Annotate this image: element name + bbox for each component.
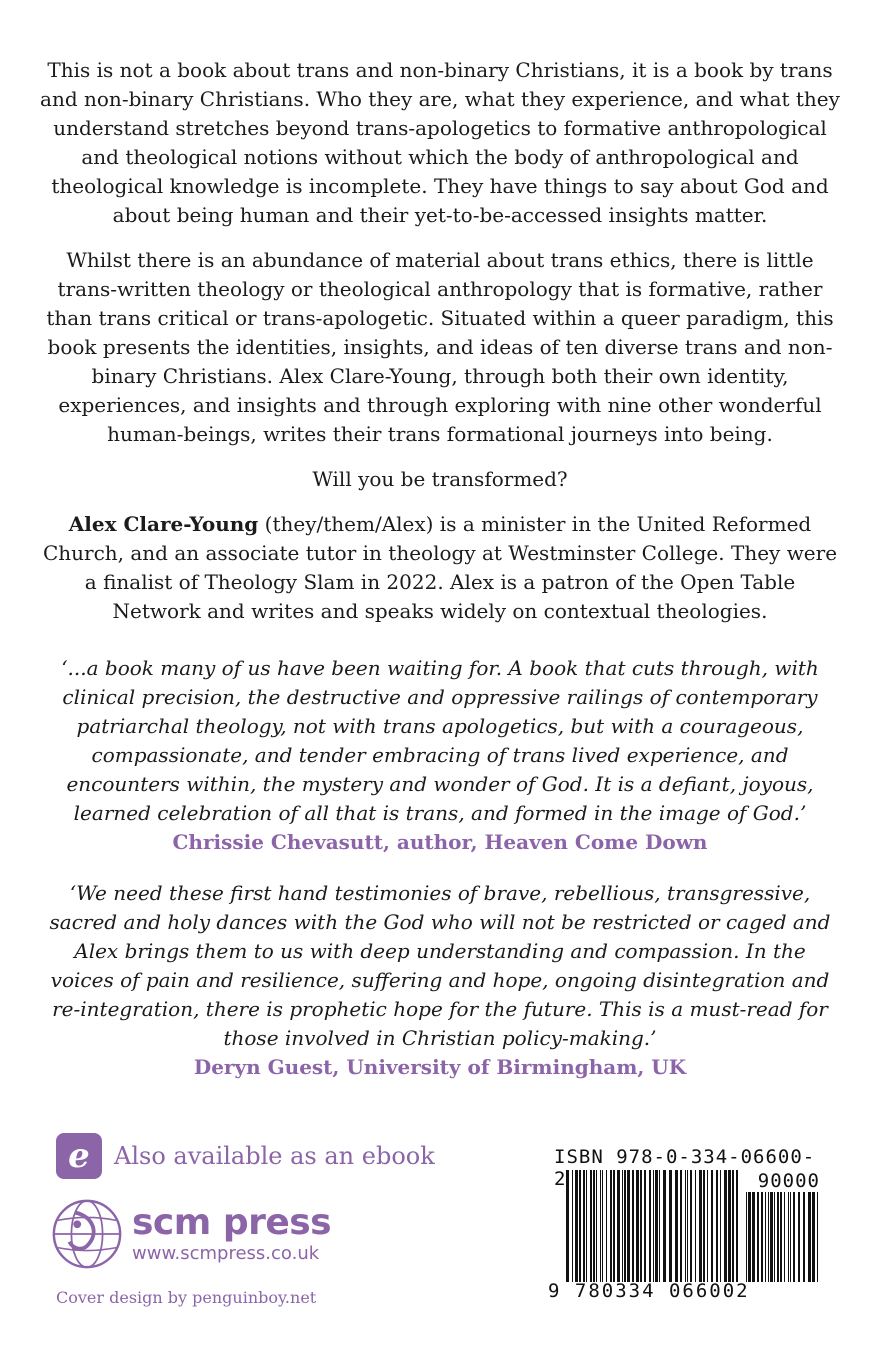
barcode-bar xyxy=(724,1170,727,1282)
barcode-bar xyxy=(649,1170,651,1282)
barcode-bar xyxy=(583,1170,585,1282)
barcode-bar xyxy=(699,1170,702,1282)
price-barcode-icon xyxy=(746,1192,822,1282)
barcode-bar xyxy=(777,1192,779,1282)
barcode-bar xyxy=(640,1170,642,1282)
publisher-logo xyxy=(48,1192,331,1276)
blurb-paragraph-2: Whilst there is an abundance of material about trans ethics, there is little trans-written theology or theological anthropology that is formative, rather than trans critical or trans-apologetic. Situated within a queer paradigm, this book presents the identities, insights, and ideas of ten diverse trans and non-binary Christians. Alex Clare-Young, through both their own identity, experiences, and insights and through exploring with nine other wonderful human-beings, writes their trans formational journeys into being. xyxy=(46,248,834,446)
barcode-bar xyxy=(784,1192,785,1282)
barcode-bar xyxy=(768,1192,769,1282)
barcode-bar xyxy=(586,1170,587,1282)
blurb-question: Will you be transformed? xyxy=(312,467,568,491)
barcode-bar xyxy=(617,1170,620,1282)
barcode-bar xyxy=(748,1192,751,1282)
barcode-bar xyxy=(761,1192,763,1282)
barcode-bar xyxy=(803,1192,805,1282)
author-name: Alex Clare-Young xyxy=(68,512,259,536)
barcode-bar xyxy=(606,1170,607,1282)
ebook-e-icon xyxy=(56,1133,102,1179)
barcode-bar xyxy=(707,1170,708,1282)
barcode-bar xyxy=(627,1170,630,1282)
publisher-name: scm press xyxy=(132,1202,332,1243)
svg-text:e: e xyxy=(68,1136,90,1176)
barcode-bar xyxy=(703,1170,705,1282)
barcode-bar xyxy=(610,1170,612,1282)
barcode-bar xyxy=(808,1192,811,1282)
barcode-bar xyxy=(600,1170,601,1282)
barcode-bar xyxy=(770,1192,773,1282)
barcode-bar xyxy=(636,1170,639,1282)
barcode-bar xyxy=(593,1170,595,1282)
barcode-bar xyxy=(685,1170,686,1282)
barcode-bar xyxy=(579,1170,581,1282)
endorsement-1 xyxy=(40,654,840,857)
barcode-bar xyxy=(812,1192,815,1282)
publisher-url: www.scmpress.co.uk xyxy=(132,1243,320,1264)
barcode-bar xyxy=(669,1170,672,1282)
barcode-bar xyxy=(596,1170,597,1282)
scm-globe-logo-icon xyxy=(48,1195,126,1273)
barcode-bar xyxy=(659,1170,660,1282)
ebook-text: Also available as an ebook xyxy=(114,1142,435,1170)
barcode-bar xyxy=(655,1170,658,1282)
barcode-bar xyxy=(736,1170,738,1282)
author-bio xyxy=(40,510,840,626)
barcode-bar xyxy=(752,1192,755,1282)
barcode-bar xyxy=(624,1170,626,1282)
barcode-bar xyxy=(590,1170,592,1282)
ebook-notice xyxy=(56,1132,435,1180)
barcode-bar xyxy=(790,1192,791,1282)
barcode-bar xyxy=(765,1192,766,1282)
barcode-bar xyxy=(632,1170,634,1282)
barcode-bar xyxy=(687,1170,688,1282)
barcode-bar xyxy=(716,1170,718,1282)
author-bio-text: (they/them/Alex) is a minister in the United Reformed Church, and an associate tutor in theology at Westminster College. They were a finalist of Theology Slam in 2022. Alex is a patron of the Open Table Network and writes and speaks widely on contextual theologies. xyxy=(42,512,838,623)
barcode-block xyxy=(548,1146,824,1306)
barcode-bar xyxy=(757,1192,759,1282)
barcode-bar xyxy=(622,1170,623,1282)
barcode-bar xyxy=(572,1170,573,1282)
barcode-bar xyxy=(817,1192,818,1282)
endorsement-quote: ‘We need these first hand testimonies of brave, rebellious, transgressive, sacred and holy dances with the God who will not be restricted or caged and Alex brings them to us with deep understanding and compassion. In the voices of pain and resilience, suffering and hope, ongoing disintegration and re-integration, there is prophetic hope for the future. This is a must-read for those involved in Christian policy-making.’ xyxy=(49,881,831,1050)
barcode-bar xyxy=(793,1192,795,1282)
publisher-text xyxy=(132,1203,331,1265)
barcode-bar xyxy=(575,1170,578,1282)
barcode-bar xyxy=(720,1170,721,1282)
barcode-bar xyxy=(780,1192,782,1282)
blurb-paragraph-1: This is not a book about trans and non-binary Christians, it is a book by trans and non-binary Christians. Who they are, what they experience, and what they understand stretches beyond trans-apologetics to formative anthropological and theological notions without which the body of anthropological and theological knowledge is incomplete. They have things to say about God and about being human and their yet-to-be-accessed insights matter. xyxy=(40,58,840,227)
endorsement-quote: ‘...a book many of us have been waiting for. A book that cuts through, with clinical precision, the destructive and oppressive railings of contemporary patriarchal theology, not with trans apologetics, but with a courageous, compassionate, and tender embracing of trans lived experience, and encounters within, the mystery and wonder of God. It is a defiant, joyous, learned celebration of all that is trans, and formed in the image of God.’ xyxy=(61,656,819,825)
ean-number: 9 780334 066002 xyxy=(548,1280,750,1302)
barcode-bar xyxy=(680,1170,682,1282)
barcode-bar xyxy=(653,1170,654,1282)
barcode-bar xyxy=(602,1170,603,1282)
barcode-bar xyxy=(613,1170,615,1282)
cover-credit: Cover design by penguinboy.net xyxy=(56,1288,317,1307)
barcode-icon xyxy=(566,1170,742,1282)
barcode-bar xyxy=(711,1170,713,1282)
barcode-bar xyxy=(746,1192,747,1282)
barcode-bar xyxy=(695,1170,696,1282)
barcode-bar xyxy=(566,1170,569,1282)
endorsement-attribution: Chrissie Chevasutt, author, Heaven Come Down xyxy=(172,830,708,854)
barcode-bar xyxy=(788,1192,789,1282)
back-cover-copy xyxy=(40,56,840,1082)
barcode-bar xyxy=(690,1170,692,1282)
isbn-number: ISBN 978-0-334-06600-2 xyxy=(554,1146,816,1190)
barcode-bar xyxy=(774,1192,775,1282)
endorsement-2 xyxy=(40,879,840,1082)
barcode-bar xyxy=(798,1192,800,1282)
barcode-bar xyxy=(663,1170,666,1282)
barcode-bar xyxy=(732,1170,734,1282)
barcode-bar xyxy=(675,1170,678,1282)
barcode-bar xyxy=(644,1170,646,1282)
price-code: 90000 xyxy=(757,1170,820,1192)
barcode-bar xyxy=(728,1170,731,1282)
endorsement-attribution: Deryn Guest, University of Birmingham, UK xyxy=(193,1055,687,1079)
